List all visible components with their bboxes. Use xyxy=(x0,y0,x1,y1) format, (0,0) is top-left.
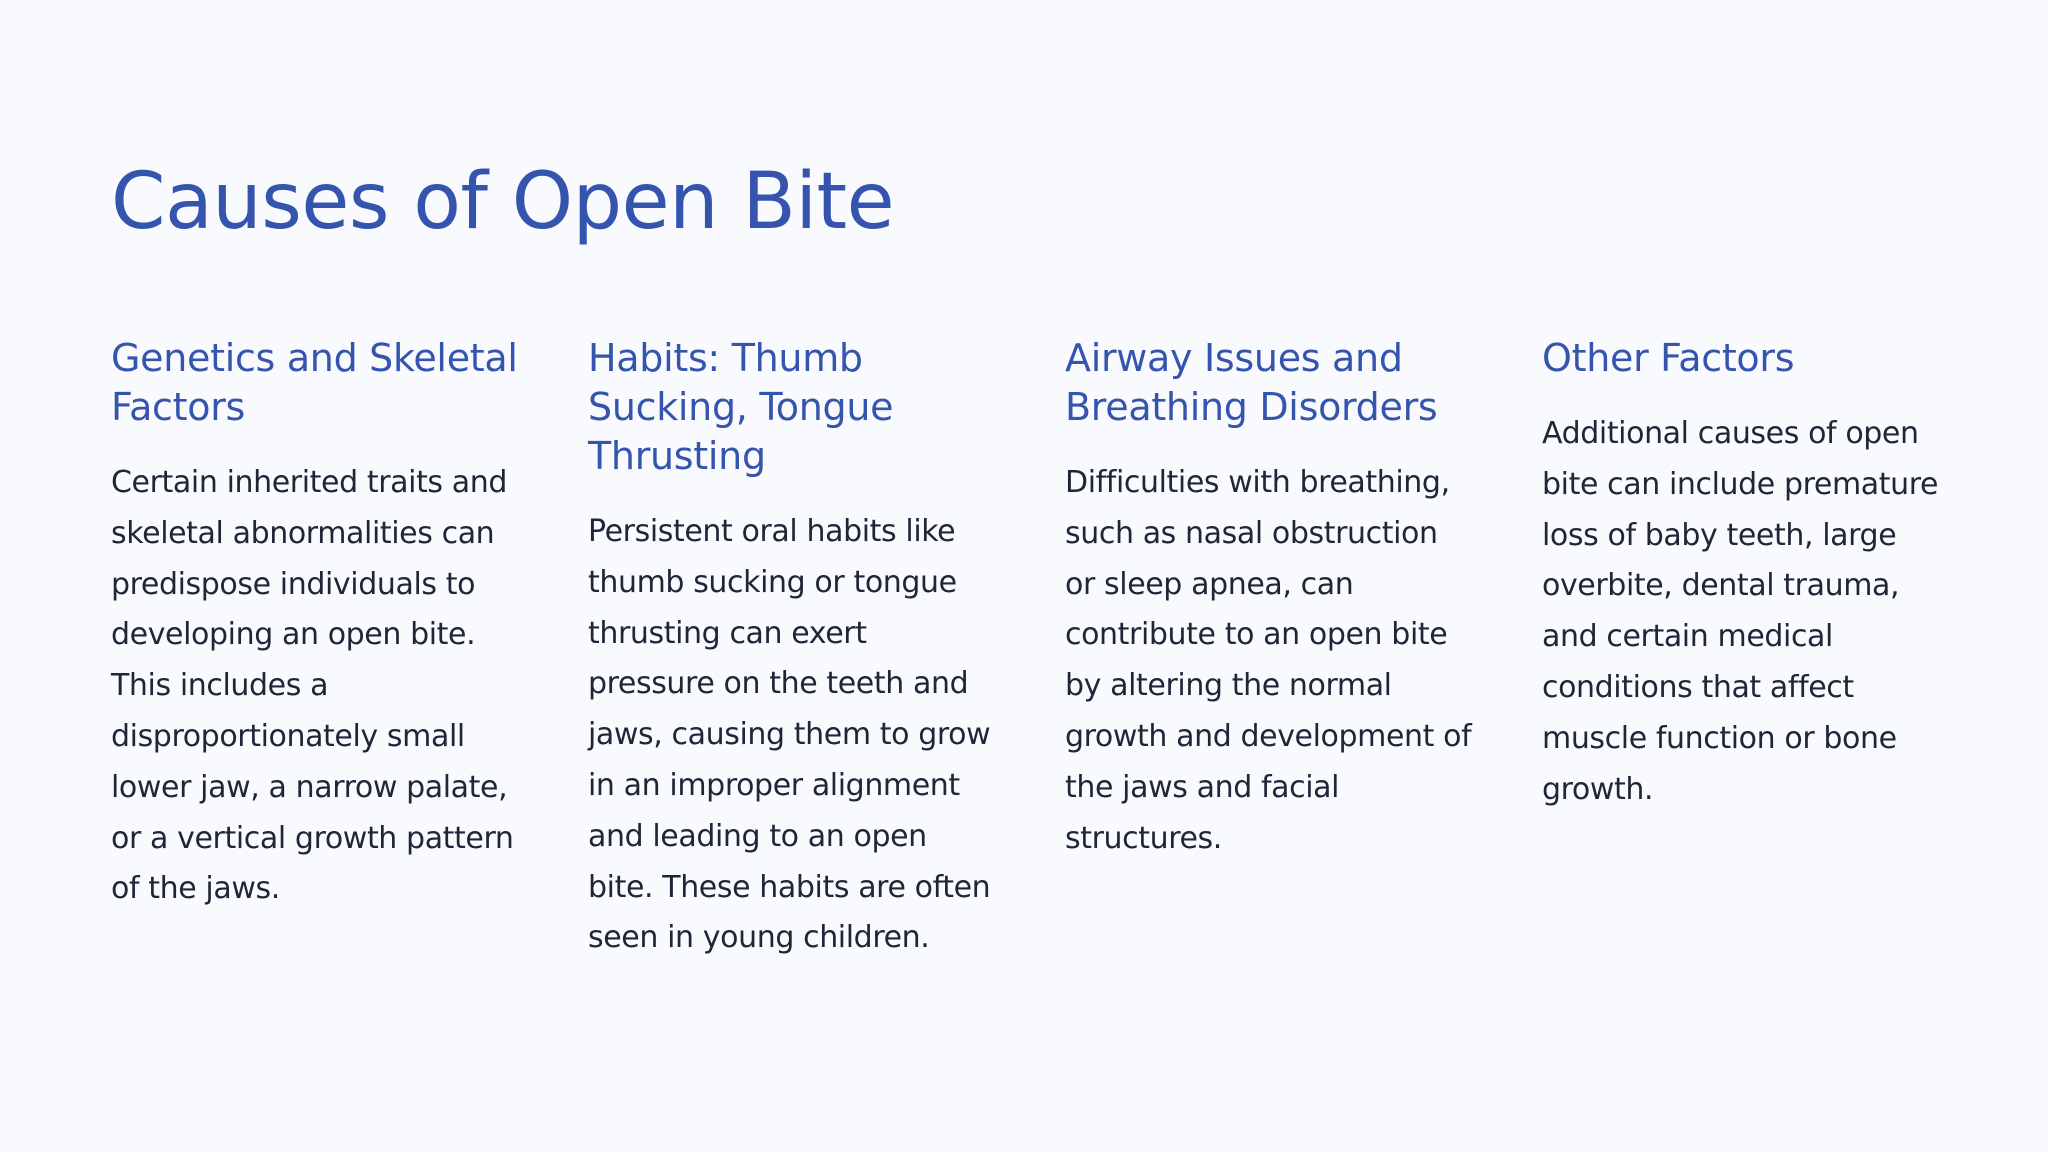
column-heading: Habits: Thumb Sucking, Tongue Thrusting xyxy=(588,336,894,478)
column-text: Difficulties with breathing, such as nasal obstruction or sleep apnea, can contribute to an open bite by altering the normal growth and development of the jaws and facial structures. xyxy=(1065,465,1472,856)
cause-column-habits xyxy=(588,334,998,964)
column-heading: Other Factors xyxy=(1542,336,1795,380)
column-text: Persistent oral habits like thumb sucking or tongue thrusting can exert pressure on the teeth and jaws, causing them to grow in an improper alignment and leading to an open bite. These habits are often seen in young children. xyxy=(588,514,991,956)
column-heading: Genetics and Skeletal Factors xyxy=(111,336,518,429)
column-heading: Airway Issues and Breathing Disorders xyxy=(1065,336,1438,429)
cause-column-airway xyxy=(1065,334,1475,864)
column-text: Certain inherited traits and skeletal abnormalities can predispose individuals to developing an open bite. This includes a disproportionately small lower jaw, a narrow palate, or a vertical growth pattern of the jaws. xyxy=(111,465,514,907)
cause-column-other xyxy=(1542,334,1962,815)
slide-title: Causes of Open Bite xyxy=(111,157,895,247)
cause-column-genetics xyxy=(111,334,521,915)
column-text: Additional causes of open bite can include premature loss of baby teeth, large overbite, dental trauma, and certain medical conditions that affect muscle function or bone growth. xyxy=(1542,416,1939,807)
